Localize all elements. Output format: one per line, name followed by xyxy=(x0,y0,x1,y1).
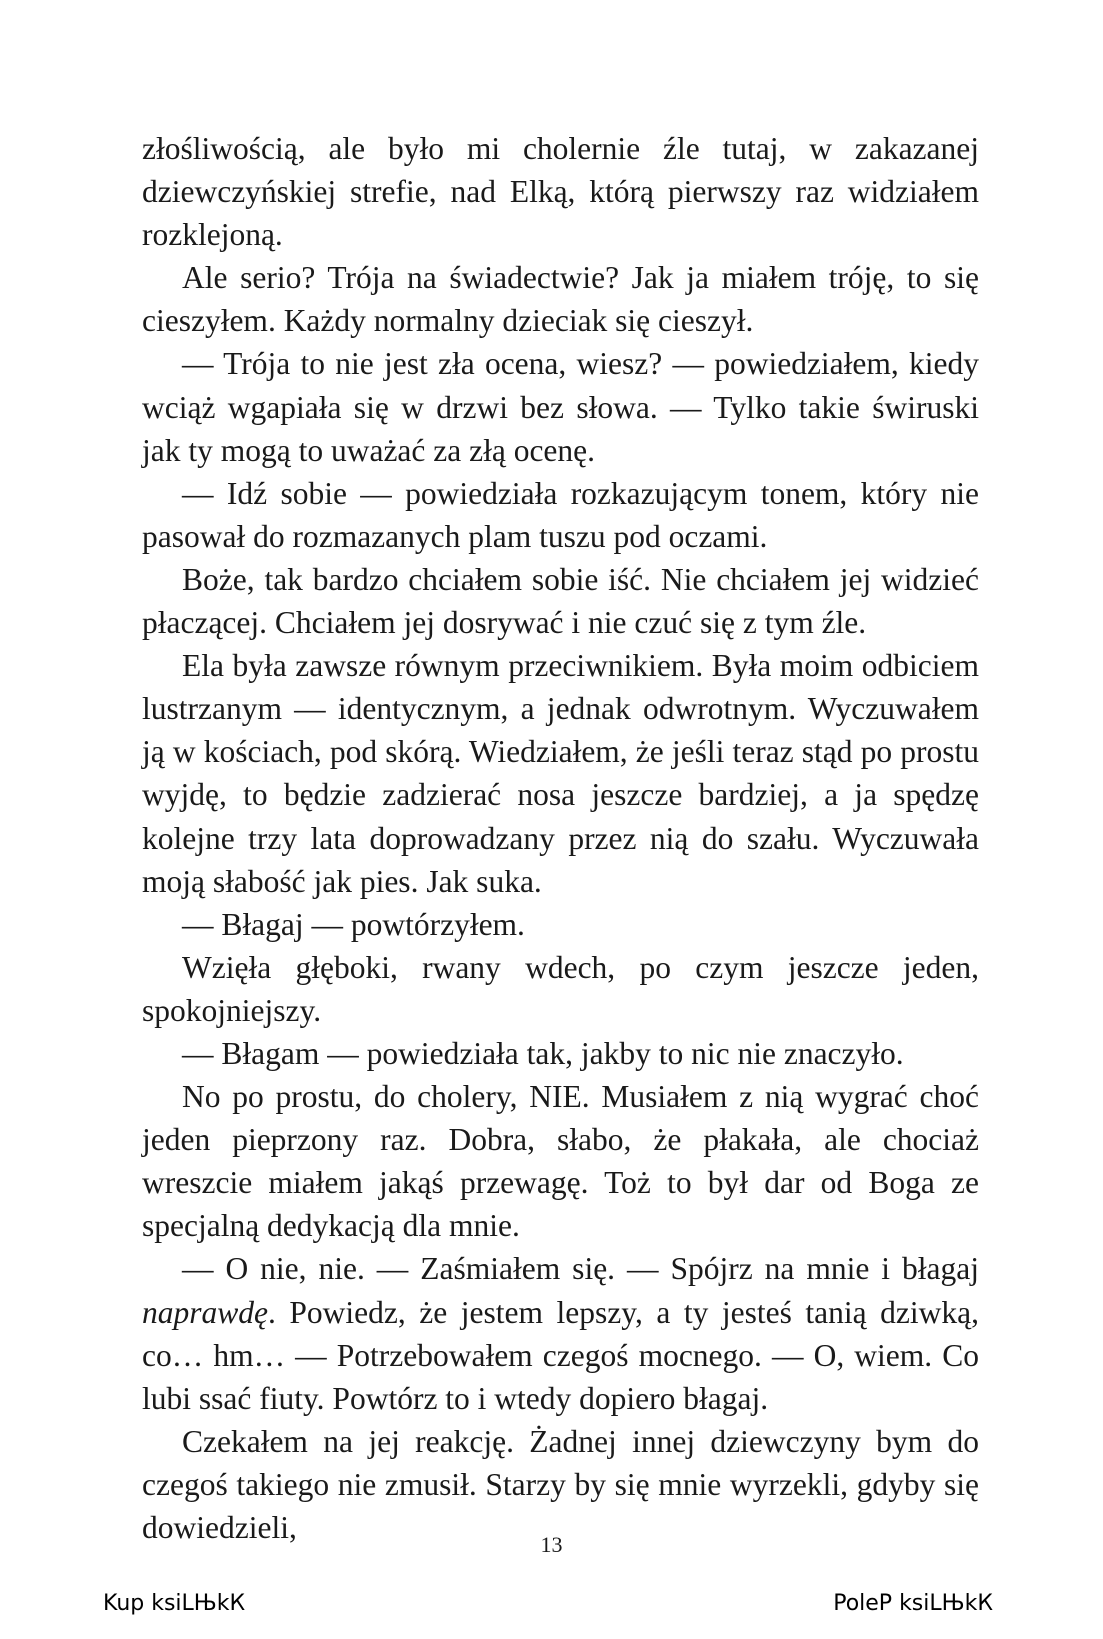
paragraph xyxy=(142,644,979,903)
paragraph xyxy=(142,1032,979,1075)
paragraph-text: — O nie, nie. — Zaśmiałem się. — Spójrz na mnie i błagaj xyxy=(182,1251,979,1287)
paragraph xyxy=(142,1075,979,1247)
paragraph-text: Boże, tak bardzo chciałem sobie iść. Nie chciałem jej widzieć płaczącej. Chciałem jej dosrywać i nie czuć się z tym źle. xyxy=(142,561,979,641)
paragraph-text: Czekałem na jej reakcję. Żadnej innej dziewczyny bym do czegoś takiego nie zmusił. Starzy by się mnie wyrzekli, gdyby się dowiedzieli, xyxy=(142,1423,979,1545)
page-number: 13 xyxy=(540,1532,563,1557)
paragraph xyxy=(142,946,979,1032)
paragraph-text: . Powiedz, że jestem lepszy, a ty jesteś tanią dziwką, co… hm… — Potrzebowałem czegoś mocnego. — O, wiem. Co lubi ssać fiuty. Powtórz to i wtedy dopiero błagaj. xyxy=(142,1294,979,1416)
paragraph xyxy=(142,1247,979,1419)
paragraph-text: — Błagam — powiedziała tak, jakby to nic nie znaczyło. xyxy=(182,1035,904,1071)
paragraph xyxy=(142,903,979,946)
paragraph xyxy=(142,472,979,558)
paragraph xyxy=(142,256,979,342)
paragraph-text: Wzięła głęboki, rwany wdech, po czym jeszcze jeden, spokojniejszy. xyxy=(142,949,979,1028)
paragraph-text: złośliwością, ale było mi cholernie źle tutaj, w zakazanej dziewczyńskiej strefie, nad Elką, którą pierwszy raz widziałem rozklejoną. xyxy=(142,131,979,253)
page-body-text xyxy=(142,127,979,1549)
paragraph-text: No po prostu, do cholery, NIE. Musiałem z nią wygrać choć jeden pieprzony raz. Dobra, słabo, że płakała, ale chociaż wreszcie miałem jakąś przewagę. Toż to był dar od Boga ze specjalną dedykacją dla mnie. xyxy=(142,1079,979,1244)
emphasized-text: naprawdę xyxy=(142,1294,268,1330)
paragraph xyxy=(142,342,979,471)
paragraph-text: Ale serio? Trója na świadectwie? Jak ja miałem tróję, to się cieszyłem. Każdy normalny dzieciak się cieszył. xyxy=(142,260,979,339)
paragraph xyxy=(142,127,979,256)
paragraph-text: — Błagaj — powtórzyłem. xyxy=(182,906,525,942)
paragraph xyxy=(142,1420,979,1549)
paragraph xyxy=(142,558,979,644)
paragraph-text: — Idź sobie — powiedziała rozkazującym tonem, który nie pasował do rozmazanych plam tuszu pod oczami. xyxy=(142,475,979,554)
paragraph-text: — Trója to nie jest zła ocena, wiesz? — powiedziałem, kiedy wciąż wgapiała się w drzwi bez słowa. — Tylko takie świruski jak ty mogą to uważać za złą ocenę. xyxy=(142,346,979,468)
buy-book-link[interactable]: Kup ksiLЊkК xyxy=(103,1591,246,1616)
recommend-book-link[interactable]: PoleР ksiLЊkК xyxy=(833,1591,993,1616)
paragraph-text: Ela była zawsze równym przeciwnikiem. Była moim odbiciem lustrzanym — identycznym, a jednak odwrotnym. Wyczuwałem ją w kościach, pod skórą. Wiedziałem, że jeśli teraz stąd po prostu wyjdę, to będzie zadzierać nosa jeszcze bardziej, a ja spędzę kolejne trzy lata doprowadzany przez nią do szału. Wyczuwała moją słabość jak pies. Jak suka. xyxy=(142,648,979,899)
